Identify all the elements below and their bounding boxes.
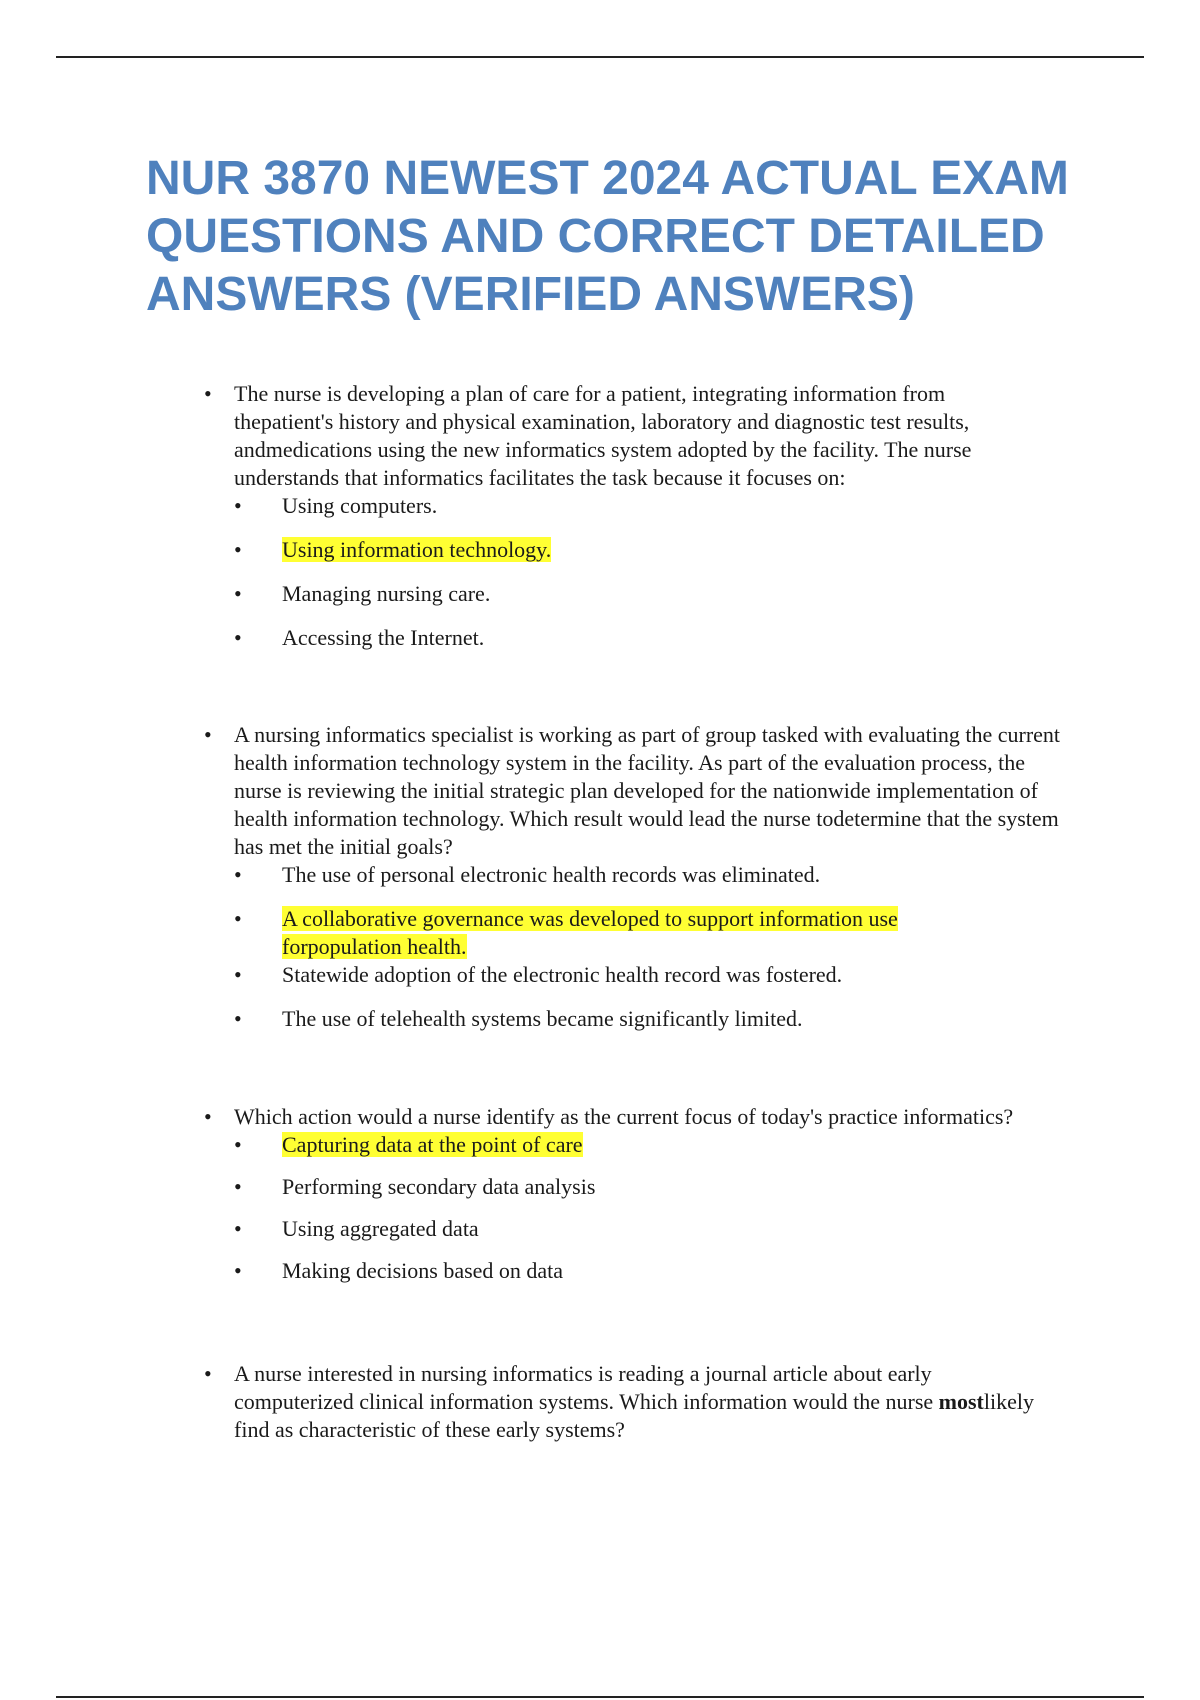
answer-option: • Making decisions based on data bbox=[234, 1257, 1114, 1285]
header-rule bbox=[56, 56, 1144, 58]
answer-option: • Using aggregated data bbox=[234, 1215, 1114, 1243]
footer-rule bbox=[56, 1696, 1144, 1698]
question-4 bbox=[234, 1360, 1034, 1444]
answer-option: • The use of telehealth systems became significantly limited. bbox=[234, 1005, 1074, 1033]
answer-highlight: Using information technology. bbox=[282, 537, 552, 562]
question-1 bbox=[234, 380, 1034, 652]
document-title: NUR 3870 NEWEST 2024 ACTUAL EXAM QUESTIONS AND CORRECT DETAILED ANSWERS (VERIFIED ANSWERS) bbox=[146, 152, 1069, 321]
answer-option-correct bbox=[234, 905, 982, 961]
question-2 bbox=[234, 721, 1074, 1033]
emphasis-text: most bbox=[938, 1389, 984, 1414]
answer-options bbox=[234, 492, 1034, 652]
answer-highlight: A collaborative governance was developed to support information use forpopulation health. bbox=[282, 906, 898, 959]
answer-option: • Performing secondary data analysis bbox=[234, 1173, 1114, 1201]
question-stem: • Which action would a nurse identify as the current focus of today's practice informatics? bbox=[234, 1103, 1114, 1131]
answer-option: • Statewide adoption of the electronic health record was fostered. bbox=[234, 961, 1074, 989]
answer-highlight: Capturing data at the point of care bbox=[282, 1132, 583, 1157]
answer-options bbox=[234, 861, 1074, 1033]
answer-option-correct bbox=[234, 1131, 1114, 1159]
answer-option-correct bbox=[234, 536, 1034, 564]
question-stem: • A nursing informatics specialist is working as part of group tasked with evaluating the current health information technology system in the facility. As part of the evaluation process, the nurse is reviewing the initial strategic plan developed for the nationwide implementation of health information technology. Which result would lead the nurse todetermine that the system has met the initial goals? bbox=[234, 721, 1074, 861]
answer-option: • Accessing the Internet. bbox=[234, 624, 1034, 652]
answer-options bbox=[234, 1131, 1114, 1285]
answer-option: • Managing nursing care. bbox=[234, 580, 1034, 608]
question-stem: • A nurse interested in nursing informatics is reading a journal article about early computerized clinical information systems. Which information would the nurse mostlikely find as characteristic of these early systems? bbox=[234, 1360, 1034, 1444]
answer-option: • Using computers. bbox=[234, 492, 1034, 520]
question-3 bbox=[234, 1103, 1114, 1285]
question-stem: • The nurse is developing a plan of care for a patient, integrating information from thepatient's history and physical examination, laboratory and diagnostic test results, andmedications using the new informatics system adopted by the facility. The nurse understands that informatics facilitates the task because it focuses on: bbox=[234, 380, 1034, 492]
answer-option: • The use of personal electronic health records was eliminated. bbox=[234, 861, 1074, 889]
